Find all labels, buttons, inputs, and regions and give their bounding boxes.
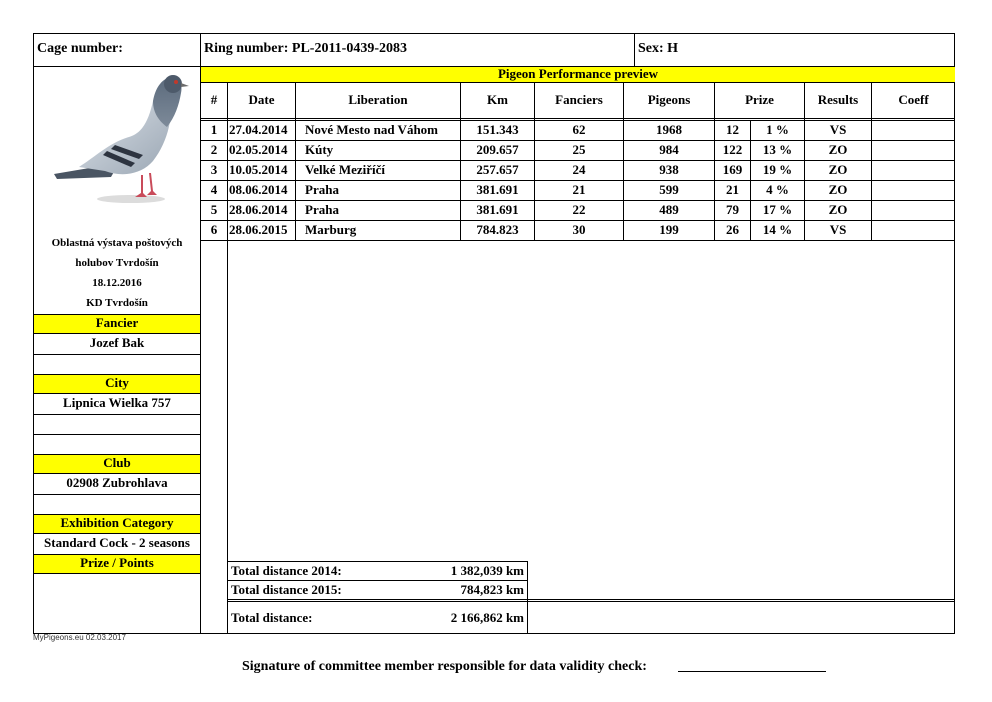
city-label: City	[105, 375, 129, 390]
exhibition-place: KD Tvrdošín	[86, 297, 148, 309]
table-title: Pigeon Performance preview	[497, 66, 659, 81]
fancier-label: Fancier	[95, 315, 139, 330]
exhibition-date: 18.12.2016	[92, 277, 142, 289]
pigeon-image	[49, 71, 189, 206]
footer-note: MyPigeons.eu 02.03.2017	[33, 633, 126, 642]
category-label: Exhibition Category	[60, 515, 174, 530]
signature-text: Signature of committee member responsible for data validity check:	[242, 659, 647, 674]
document-page: Pigeon Performance preview Cage number: Ring number: PL-2011-0439-2083 Sex: H Oblastná výstava poštových holubov Tvrdošín 18.12.2016 KD Tvrdošín Fancier Jozef Bak City Lipnica Wielka 757 Club 02908 Zubrohlava Exhibition Category Standard Cock - 2 seasons Prize / Points # Date Liberation Km Fanciers Pigeons Prize Results Coeff 1 27.04.2014 Nové Mesto nad Váhom 151.343 62 1968 12 1 % VS 2 02.05.2014 Kúty 209.657 25 984 122 13 % ZO 3 10.05.2014 Velké Meziříčí 257.657 24 938 169 19 % ZO 4 08.06.2014 Praha 381.691 21 599 21 4 % ZO 5 28.06.2014 Praha 381.691 22 489 79 17 % ZO 6 28.06.2015 Marburg 784.823 30 199 26 14 % VS Total distance 2014: 1 382,039 km Total distance 2015: 784,823 km Total distance: 2 166,862 km MyPigeons.eu 02.03.2017 Signature of committee member responsible for data validity check:	[0, 0, 992, 702]
city-value: Lipnica Wielka 757	[63, 395, 171, 410]
fancier-value: Jozef Bak	[89, 335, 145, 350]
total-2015-value: 784,823 km	[460, 582, 524, 597]
exhibition-name-line2: holubov Tvrdošín	[75, 257, 159, 269]
club-label: Club	[103, 455, 131, 470]
sex-divider	[634, 33, 635, 66]
prize-points-label: Prize / Points	[80, 555, 154, 570]
sex-label: Sex: H	[638, 41, 679, 56]
category-value: Standard Cock - 2 seasons	[44, 535, 190, 550]
col-header-pigeons: Pigeons	[647, 92, 691, 107]
ring-number-label: Ring number: PL-2011-0439-2083	[204, 41, 407, 56]
signature-line	[678, 671, 826, 672]
number-col-divider	[227, 66, 228, 634]
col-header-fanciers: Fanciers	[555, 92, 603, 107]
club-value: 02908 Zubrohlava	[66, 475, 168, 490]
exhibition-name-line1: Oblastná výstava poštových	[51, 237, 183, 249]
col-header-results: Results	[817, 92, 859, 107]
total-2015-label: Total distance 2015:	[231, 582, 342, 597]
col-header-number: #	[210, 92, 218, 107]
col-header-prize: Prize	[745, 92, 774, 107]
total-2014-value: 1 382,039 km	[450, 563, 524, 578]
total-2014-label: Total distance 2014:	[231, 563, 342, 578]
cage-number-label: Cage number:	[37, 41, 123, 56]
col-header-date: Date	[248, 92, 275, 107]
col-header-coeff: Coeff	[898, 92, 929, 107]
total-distance-value: 2 166,862 km	[450, 610, 524, 625]
total-distance-label: Total distance:	[231, 610, 313, 625]
col-header-liberation: Liberation	[348, 92, 408, 107]
col-header-km: Km	[487, 92, 508, 107]
